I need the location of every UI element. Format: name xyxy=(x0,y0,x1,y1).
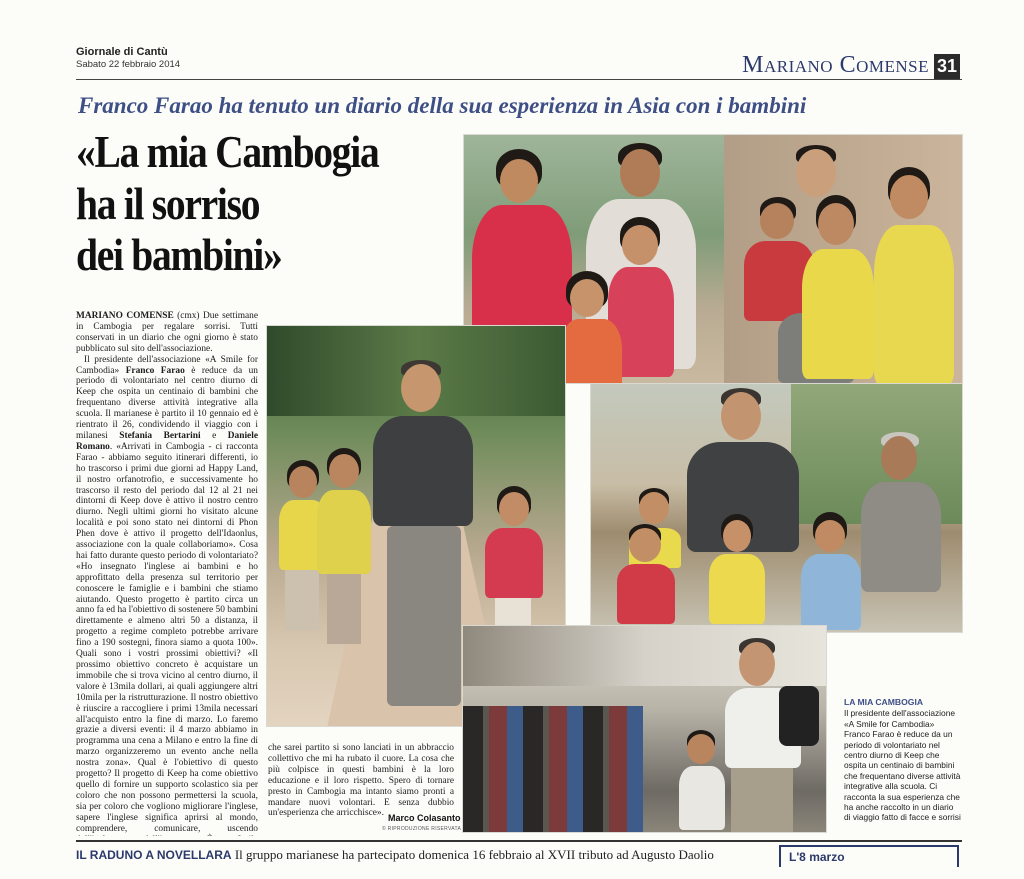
article-text: Il presidente dell'associazione «A Smile for Cambodia» xyxy=(76,354,258,376)
page-number: 31 xyxy=(934,54,960,79)
headline-line-3: dei bambini» xyxy=(76,229,282,281)
article-column-2: che sarei partito si sono lanciati in un abbraccio collettivo che mi ha rubato il cuore. La cosa che più colpisce in questi bambini è la loro educazione e il loro rispetto. Spero di tornare presto in Cambogia ma intanto siamo pronti a mandare nuovi volontari. E senza dubbio un'esperienza che arricchisce». xyxy=(268,743,454,819)
teaser-title: IL RADUNO A NOVELLARA xyxy=(76,848,232,862)
person-name: Stefania Bertarini xyxy=(119,430,201,441)
person-name: Franco Farao xyxy=(125,365,185,376)
article-column-1 xyxy=(76,311,258,836)
caption-text: Il presidente dell'associazione «A Smile for Cambodia» Franco Farao è reduce da un periodo di volontariato nel centro diurno di Keep che ospita un centinaio di bambini che frequentano diverse attività integrative alla scuola. Ci racconta la sua esperienza che ha anche raccolto in un diario di viaggio fatto di facce e sorrisi xyxy=(844,708,961,823)
photo-group-outdoors xyxy=(590,383,963,633)
next-article-teaser xyxy=(76,847,776,867)
teaser-box: L'8 marzo xyxy=(779,845,959,867)
photo-caption xyxy=(844,697,962,823)
article-text: è reduce da un periodo di volontariato nel centro diurno di Keep che ospita un centinaio di bambini che frequentano diverse attività integrative alla scuola. Il marianese è partito il 10 gennaio ed è rientrato il 26, condividendo il viaggio con i milanesi xyxy=(76,365,258,441)
photo-group-indoors xyxy=(462,625,827,833)
kicker: Franco Farao ha tenuto un diario della sua esperienza in Asia con i bambini xyxy=(78,93,807,118)
dateline: MARIANO COMENSE xyxy=(76,311,174,321)
person-name: Daniele Romano xyxy=(76,430,258,452)
article-paragraph xyxy=(76,311,258,355)
headline-line-1: «La mia Cambogia xyxy=(76,126,379,177)
paper-name: Giornale di Cantù xyxy=(76,46,168,58)
article-text: (cmx) Due settimane in Cambogia per regalare sorrisi. Tutti conservati in un diario che ogni giorno è stato pubblicato sul sito dell'associazione. xyxy=(76,311,258,354)
headline-line-2: ha il sorriso xyxy=(76,177,260,229)
footer-rule xyxy=(76,840,962,842)
section-title: Mariano Comense xyxy=(742,52,929,78)
copyright-note: © RIPRODUZIONE RISERVATA xyxy=(382,826,462,832)
caption-title: LA MIA CAMBOGIA xyxy=(844,697,924,707)
byline: Marco Colasanto xyxy=(388,813,461,823)
masthead xyxy=(76,46,180,70)
headline xyxy=(76,126,407,281)
children-crowd xyxy=(463,706,643,833)
header-rule xyxy=(76,79,962,80)
article-text: . «Arrivati in Cambogia - ci racconta Farao - abbiamo seguito itinerari differenti, io ho trascorso i primi due giorni ad Happy Land, il nostro orfanotrofio, e successivamente ho trascorso il resto del periodo dal 12 al 21 nei dintorni di Keep dove è attivo il nostro centro diurno. Negli ultimi giorni ho visitato alcune località e poi sono stato nei dintorni di Phon Phen dove è attivo il progetto dell'Idaonlus, associazione con la quale collaboriamo». Cosa hai fatto durante questo periodo di volontariato? «Ho insegnato l'inglese ai bambini e ho approfittato della presenza sul territorio per conoscere le famiglie e i bambini che stiamo aiutando. Questo progetto è partito circa un anno fa ed ha l'obiettivo di sostenere 50 bambini direttamente e almeno altri 50 a distanza, il progetto a regime completo potrebbe arrivare fino a 190 sostegni, finora siamo a quota 100». Quali sono i vostri prossimi obiettivi? «Il prossimo obiettivo concreto è acquistare un immobile che si trova vicino al centro diurno, il valore è 13mila dollari, ai quali aggiungere altri 10mila per la ristrutturazione. Il nostro obiettivo è riuscire a raccogliere i primi 13mila necessari all'acquisto entro la fine di marzo. Lo faremo grazie a diversi eventi: il 4 marzo abbiamo in programma una cena a Milano e entro la fine di marzo organizzeremo un evento anche nella nostra zona». Qual è l'obiettivo di questo progetto? Il progetto di Keep ha come obiettivo quello di fornire un supporto scolastico sia per coloro che non possono permettersi la scuola, sia per coloro che vogliono migliorare l'inglese, sapere l'inglese significa aprirsi al mondo, comprendere, comunicare, uscendo xyxy=(76,441,258,834)
issue-date: Sabato 22 febbraio 2014 xyxy=(76,59,181,70)
teaser-text: Il gruppo marianese ha partecipato domenica 16 febbraio al XVII tributo ad Augusto Daolio xyxy=(234,847,714,862)
article-paragraph xyxy=(76,355,258,836)
article-text: e xyxy=(212,430,217,441)
